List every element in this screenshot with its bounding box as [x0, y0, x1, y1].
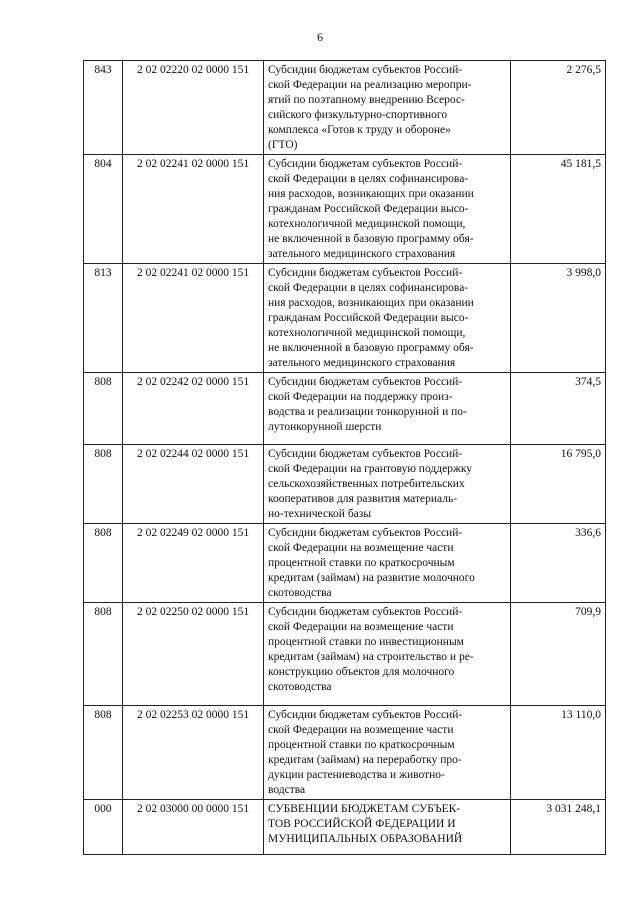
- admin-code-cell: 808: [84, 373, 123, 445]
- amount-cell: 374,5: [511, 373, 606, 445]
- budget-code-cell: 2 02 02253 02 0000 151: [123, 706, 264, 800]
- description-text: Субсидии бюджетам субъектов Россий- ской Федерации на поддержку произ- водства и реализации тонкорунной и по- лутонкорунной шерсти: [268, 376, 467, 433]
- amount-cell: 3 031 248,1: [511, 800, 606, 855]
- admin-code-cell: 000: [84, 800, 123, 855]
- description-text: Субсидии бюджетам субъектов Россий- ской Федерации в целях софинансирова- ния расходов, возникающих при оказании гражданам Российской Федерации высо- котехнологичной медицинской помощи, не включенной в базовую программу обя- зательного медицинского страхования: [268, 267, 474, 369]
- description-cell: [264, 524, 511, 603]
- table-row: [84, 155, 606, 264]
- description-text: Субсидии бюджетам субъектов Россий- ской Федерации на возмещение части процентной ставки по краткосрочным кредитам (займам) на переработку про- дукции растениеводства и животно- водства: [268, 709, 463, 796]
- amount-cell: 2 276,5: [511, 61, 606, 155]
- amount-cell: 45 181,5: [511, 155, 606, 264]
- amount-cell: 13 110,0: [511, 706, 606, 800]
- page-number: 6: [317, 30, 323, 44]
- description-cell: [264, 155, 511, 264]
- budget-code-cell: 2 02 02249 02 0000 151: [123, 524, 264, 603]
- description-text: Субсидии бюджетам субъектов Россий- ской Федерации на возмещение части процентной ставки по инвестиционным кредитам (займам) на строительство и ре- конструкцию объектов для молочного скотоводства: [268, 606, 474, 693]
- budget-table: [83, 60, 606, 855]
- budget-code-cell: 2 02 02241 02 0000 151: [123, 264, 264, 373]
- table-row: [84, 264, 606, 373]
- admin-code-cell: 813: [84, 264, 123, 373]
- description-text: Субсидии бюджетам субъектов Россий- ской Федерации на возмещение части процентной ставки по краткосрочным кредитам (займам) на развитие молочного скотоводства: [268, 527, 475, 599]
- admin-code-cell: 843: [84, 61, 123, 155]
- description-text: Субсидии бюджетам субъектов Россий- ской Федерации в целях софинансирова- ния расходов, возникающих при оказании гражданам Российской Федерации высо- котехнологичной медицинской помощи, не включенной в базовую программу обя- зательного медицинского страхования: [268, 158, 474, 260]
- amount-cell: 336,6: [511, 524, 606, 603]
- description-cell: [264, 800, 511, 855]
- table-row: [84, 445, 606, 524]
- description-text: Субсидии бюджетам субъектов Россий- ской Федерации на реализацию меропри- ятий по поэтапному внедрению Всерос- сийского физкультурно-спортивного комплекса «Готов к труду и обороне» (ГТО): [268, 64, 472, 151]
- description-cell: [264, 373, 511, 445]
- admin-code-cell: 808: [84, 603, 123, 706]
- budget-code-cell: 2 02 02241 02 0000 151: [123, 155, 264, 264]
- budget-code-cell: 2 02 02244 02 0000 151: [123, 445, 264, 524]
- budget-code-cell: 2 02 02242 02 0000 151: [123, 373, 264, 445]
- admin-code-cell: 808: [84, 524, 123, 603]
- description-cell: [264, 603, 511, 706]
- description-text: СУБВЕНЦИИ БЮДЖЕТАМ СУБЪЕК- ТОВ РОССИЙСКОЙ ФЕДЕРАЦИИ И МУНИЦИПАЛЬНЫХ ОБРАЗОВАНИЙ: [268, 803, 463, 845]
- table-row: [84, 603, 606, 706]
- admin-code-cell: 808: [84, 445, 123, 524]
- admin-code-cell: 808: [84, 706, 123, 800]
- description-cell: [264, 61, 511, 155]
- budget-code-cell: 2 02 03000 00 0000 151: [123, 800, 264, 855]
- table-row: [84, 61, 606, 155]
- admin-code-cell: 804: [84, 155, 123, 264]
- amount-cell: 16 795,0: [511, 445, 606, 524]
- description-cell: [264, 706, 511, 800]
- amount-cell: 709,9: [511, 603, 606, 706]
- budget-code-cell: 2 02 02220 02 0000 151: [123, 61, 264, 155]
- table-row: [84, 373, 606, 445]
- table-row: [84, 524, 606, 603]
- table-row: [84, 706, 606, 800]
- description-cell: [264, 264, 511, 373]
- budget-code-cell: 2 02 02250 02 0000 151: [123, 603, 264, 706]
- table-row: [84, 800, 606, 855]
- amount-cell: 3 998,0: [511, 264, 606, 373]
- description-text: Субсидии бюджетам субъектов Россий- ской Федерации на грантовую поддержку сельскохозяйственных потребительских кооперативов для развития материаль- но-технической базы: [268, 448, 473, 520]
- description-cell: [264, 445, 511, 524]
